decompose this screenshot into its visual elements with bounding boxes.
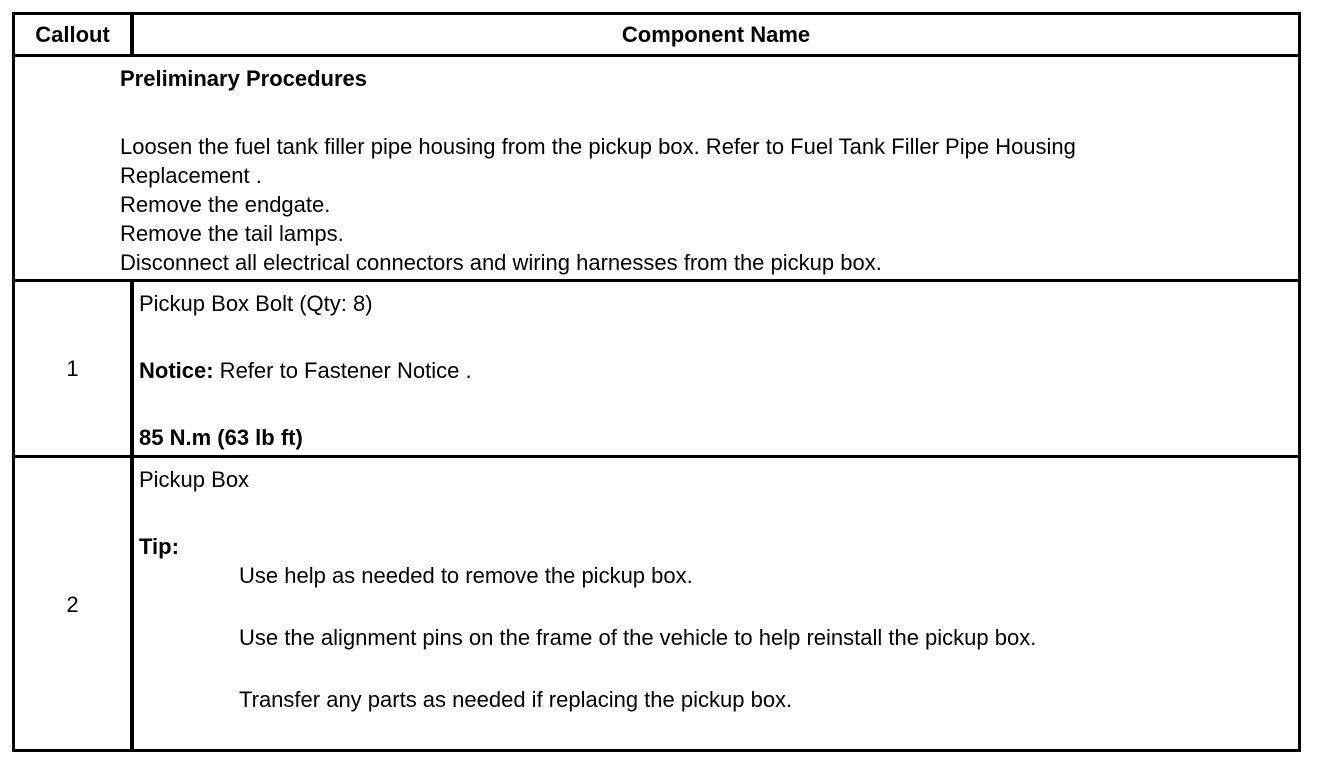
torque-spec: 85 N.m (63 lb ft): [139, 425, 303, 450]
column-divider: [130, 15, 134, 54]
callout-number: 1: [66, 356, 79, 381]
callout-number: 2: [66, 592, 79, 617]
preliminary-step: Disconnect all electrical connectors and wiring harnesses from the pickup box.: [120, 250, 882, 275]
tip-item: Use help as needed to remove the pickup box.: [239, 563, 693, 588]
preliminary-step: Remove the endgate.: [120, 192, 331, 217]
callout-column-header: Callout: [35, 22, 110, 47]
notice: [139, 356, 472, 385]
procedure-table: [12, 12, 1301, 752]
tip-label: Tip:: [139, 534, 179, 559]
preliminary-step: Replacement .: [120, 163, 262, 188]
preliminary-title: Preliminary Procedures: [120, 66, 368, 91]
row-divider: [15, 279, 1298, 282]
notice-label: Notice:: [139, 358, 214, 383]
tip-item: Transfer any parts as needed if replacing the pickup box.: [239, 687, 793, 712]
component-column-header: Component Name: [621, 22, 811, 47]
row-divider: [15, 54, 1298, 57]
preliminary-step: Loosen the fuel tank filler pipe housing from the pickup box. Refer to Fuel Tank Filler Pipe Housing: [120, 134, 1076, 159]
preliminary-step: Remove the tail lamps.: [120, 221, 344, 246]
component-name: Pickup Box: [139, 467, 250, 492]
row-divider: [15, 455, 1298, 458]
column-divider: [130, 282, 134, 749]
tip-item: Use the alignment pins on the frame of the vehicle to help reinstall the pickup box.: [239, 625, 1037, 650]
component-name: Pickup Box Bolt (Qty: 8): [139, 291, 373, 316]
notice-text: Refer to Fastener Notice .: [213, 358, 472, 383]
